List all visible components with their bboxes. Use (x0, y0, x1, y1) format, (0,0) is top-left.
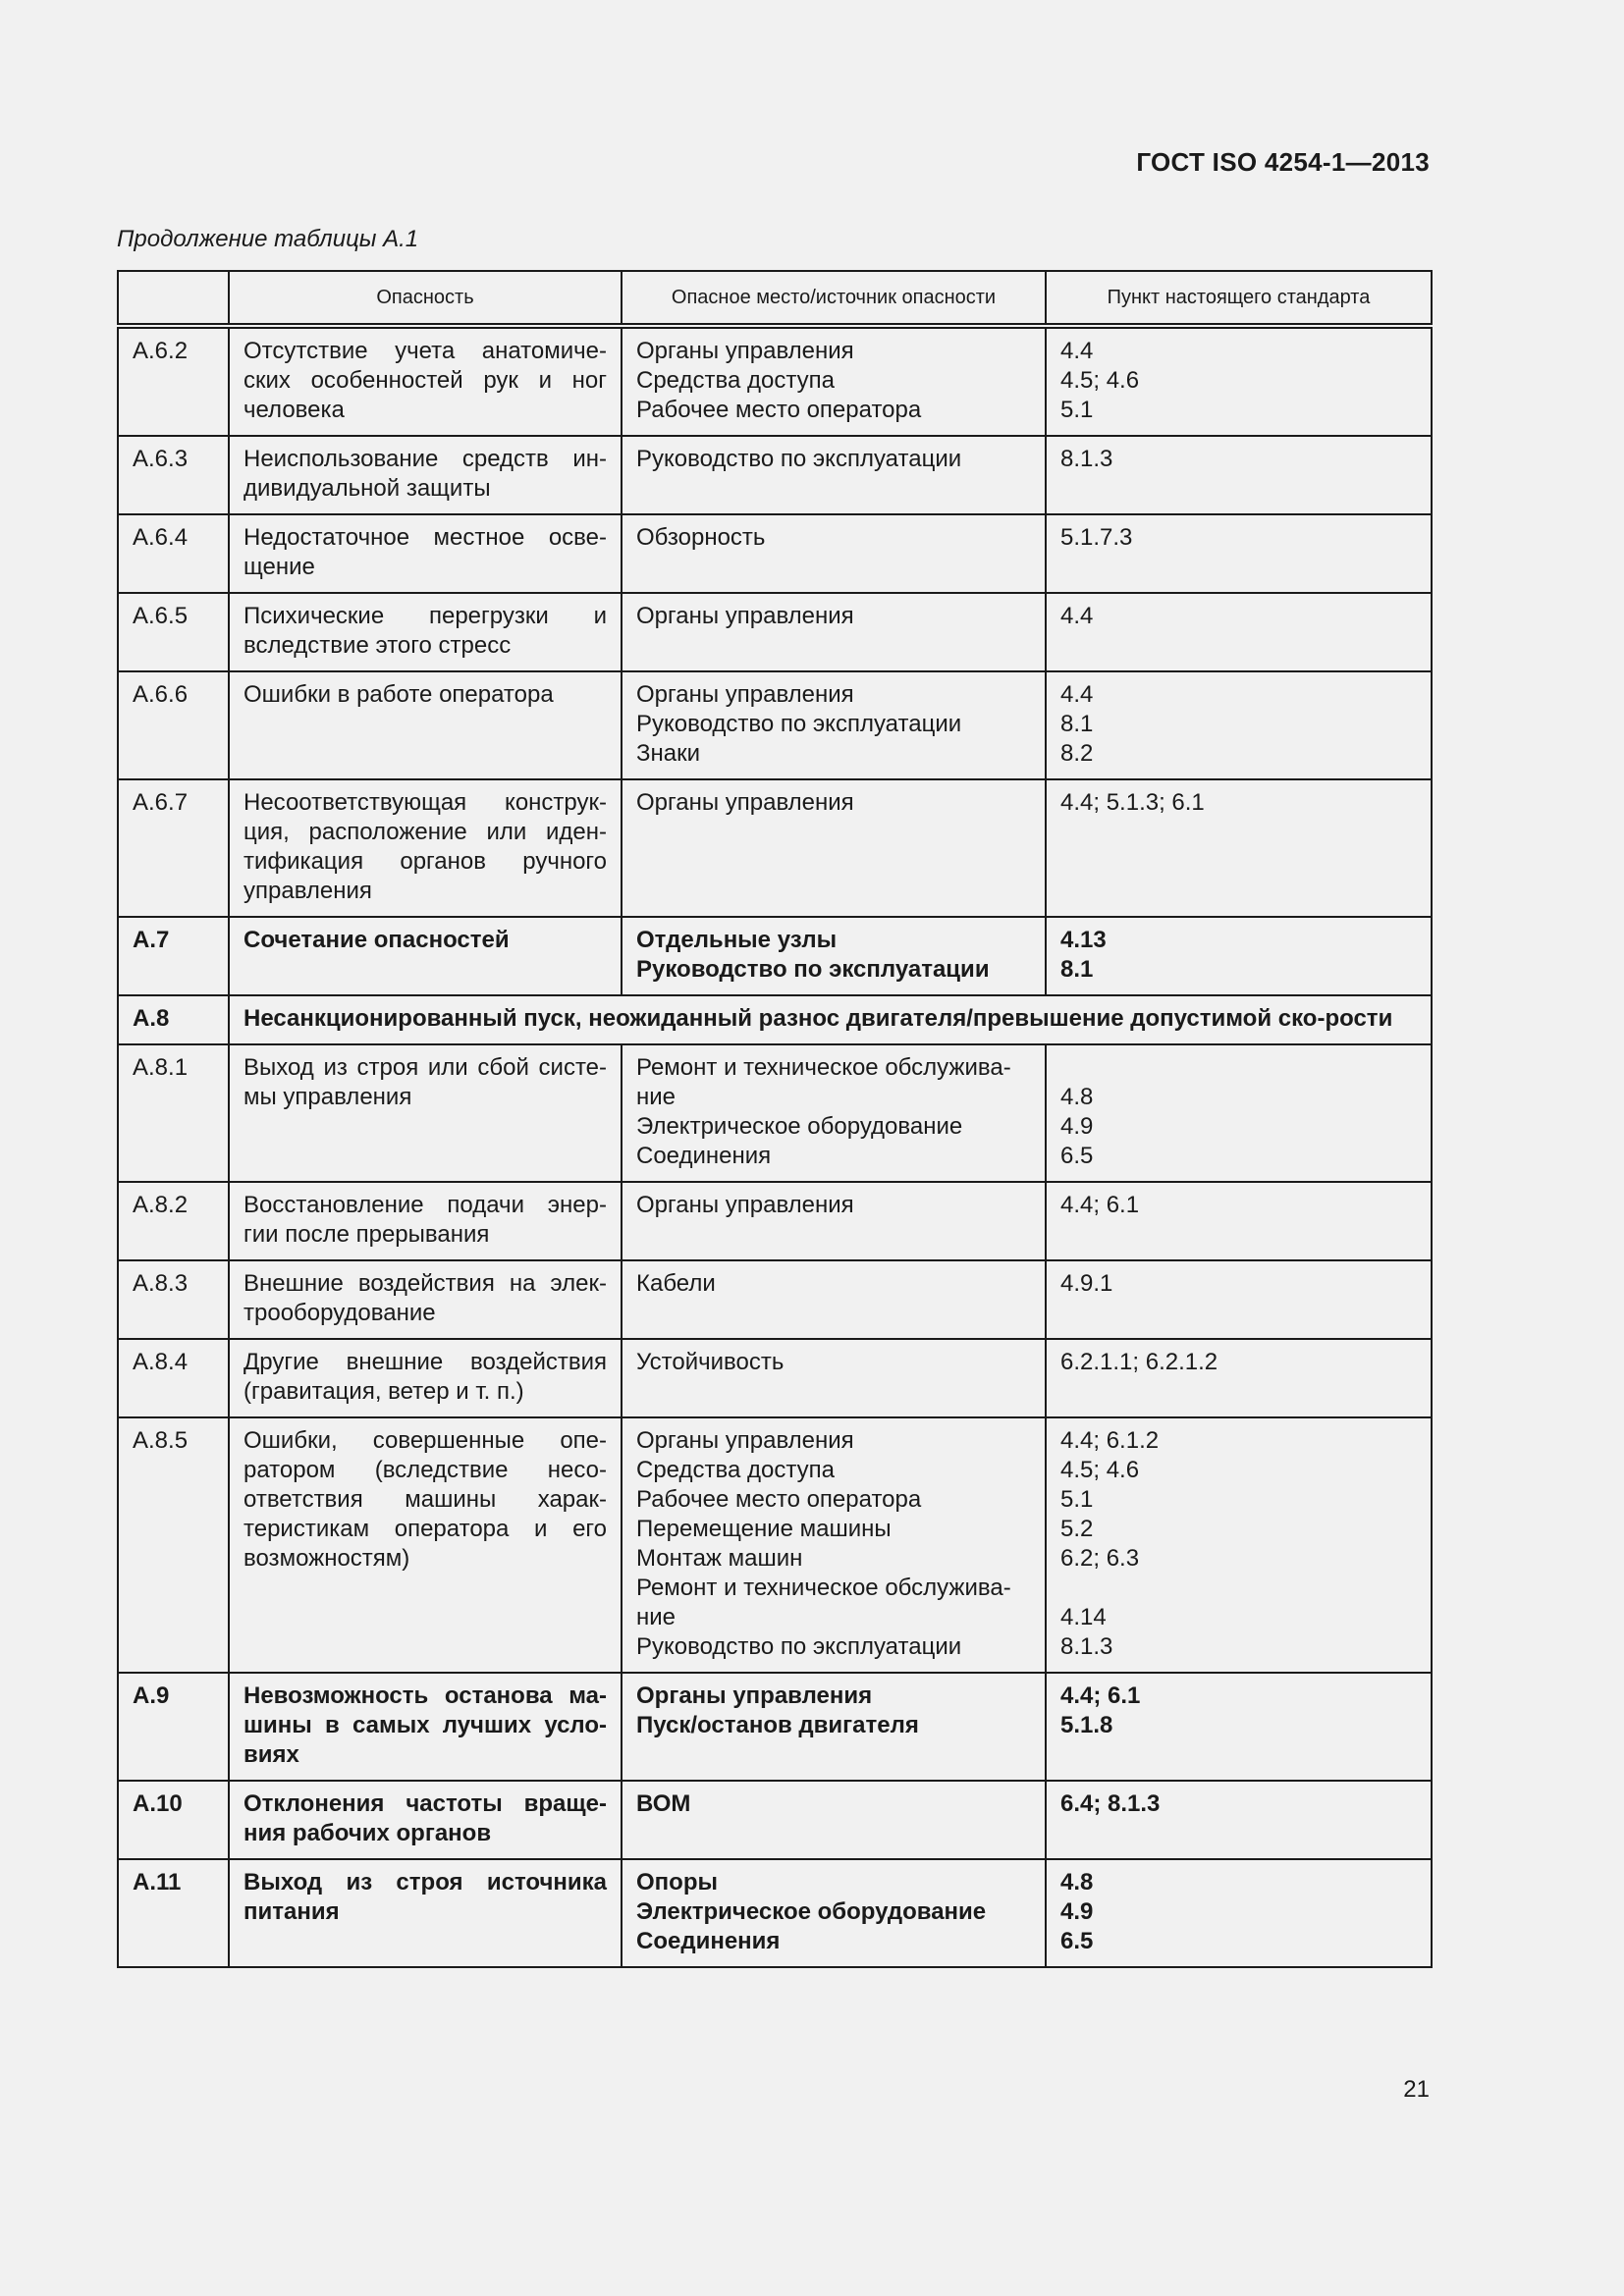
table-row (118, 917, 1432, 995)
table-body-part1 (118, 326, 1432, 995)
page-number: 21 (1403, 2076, 1430, 2103)
source-line: Электрическое оборудование (636, 1113, 963, 1140)
clause-cell (1046, 1044, 1432, 1182)
clause-cell (1046, 436, 1432, 514)
source-line: Соединения (636, 1143, 772, 1169)
hazard-cell: Отклонения частоты враще-ния рабочих органов (229, 1781, 622, 1859)
row-id: A.6.3 (118, 436, 229, 514)
source-cell (622, 1260, 1046, 1339)
source-line: Органы управления (636, 1682, 873, 1709)
table-row (118, 1339, 1432, 1417)
clause-line: 4.4; 6.1 (1060, 1192, 1140, 1218)
clause-line: 4.8 (1060, 1869, 1094, 1896)
source-cell (622, 671, 1046, 779)
row-id: A.8.4 (118, 1339, 229, 1417)
clause-line (1060, 1053, 1417, 1083)
table-row (118, 1044, 1432, 1182)
hazard-cell: Выход из строя источника питания (229, 1859, 622, 1967)
source-line: Органы управления (636, 681, 854, 708)
table-row (118, 1673, 1432, 1781)
row-id: A.6.6 (118, 671, 229, 779)
hazard-cell: Внешние воздействия на элек-трооборудование (229, 1260, 622, 1339)
source-cell (622, 779, 1046, 917)
table-body-part2 (118, 1044, 1432, 1967)
table-row (118, 593, 1432, 671)
source-line: Отдельные узлы (636, 927, 838, 953)
clause-line: 8.1.3 (1060, 1633, 1113, 1660)
source-line: Ремонт и техническое обслужива-ние (636, 1575, 1011, 1630)
row-id: A.11 (118, 1859, 229, 1967)
clause-line: 4.4; 6.1.2 (1060, 1427, 1160, 1454)
source-cell (622, 917, 1046, 995)
source-line: Органы управления (636, 789, 854, 816)
source-line: Руководство по эксплуатации (636, 1633, 962, 1660)
hazard-cell: Психические перегрузки и вследствие этого стресс (229, 593, 622, 671)
row-id: A.6.2 (118, 326, 229, 436)
clause-line: 4.4 (1060, 603, 1094, 629)
source-cell (622, 1859, 1046, 1967)
source-cell (622, 436, 1046, 514)
clause-cell (1046, 671, 1432, 779)
source-line: Ремонт и техническое обслужива-ние (636, 1054, 1011, 1110)
header-id (118, 271, 229, 326)
hazard-cell: Сочетание опасностей (229, 917, 622, 995)
table-caption: Продолжение таблицы А.1 (117, 226, 419, 252)
clause-cell (1046, 1673, 1432, 1781)
source-line: Опоры (636, 1869, 718, 1896)
clause-line: 8.1.3 (1060, 446, 1113, 472)
clause-line: 4.8 (1060, 1084, 1094, 1110)
clause-line: 6.5 (1060, 1143, 1094, 1169)
source-line: Устойчивость (636, 1349, 785, 1375)
header-clause: Пункт настоящего стандарта (1046, 271, 1432, 326)
source-cell (622, 1339, 1046, 1417)
clause-line: 5.1.8 (1060, 1712, 1113, 1738)
source-line: Пуск/останов двигателя (636, 1712, 919, 1738)
source-line: Знаки (636, 740, 701, 767)
clause-line: 4.9.1 (1060, 1270, 1113, 1297)
table-row (118, 671, 1432, 779)
clause-line: 4.4 (1060, 681, 1094, 708)
clause-line: 4.5; 4.6 (1060, 367, 1140, 394)
table-row (118, 1260, 1432, 1339)
source-line: Органы управления (636, 338, 854, 364)
table-row (118, 514, 1432, 593)
clause-line: 4.5; 4.6 (1060, 1457, 1140, 1483)
clause-line: 8.1 (1060, 956, 1094, 983)
section-row-a8 (118, 995, 1432, 1044)
source-cell (622, 1182, 1046, 1260)
source-cell (622, 1044, 1046, 1182)
source-line: Монтаж машин (636, 1545, 803, 1572)
hazard-cell: Выход из строя или сбой систе-мы управления (229, 1044, 622, 1182)
source-cell (622, 514, 1046, 593)
clause-cell (1046, 514, 1432, 593)
source-line: Органы управления (636, 603, 854, 629)
clause-line: 6.5 (1060, 1928, 1094, 1954)
hazard-cell: Восстановление подачи энер-гии после прерывания (229, 1182, 622, 1260)
clause-line: 5.2 (1060, 1516, 1094, 1542)
clause-cell (1046, 326, 1432, 436)
clause-line: 5.1.7.3 (1060, 524, 1133, 551)
clause-cell (1046, 1260, 1432, 1339)
hazard-cell: Отсутствие учета анатомиче-ских особенностей рук и ног человека (229, 326, 622, 436)
clause-line: 4.4 (1060, 338, 1094, 364)
source-line: ВОМ (636, 1790, 691, 1817)
table-row (118, 1859, 1432, 1967)
source-line: Рабочее место оператора (636, 1486, 922, 1513)
row-id: A.6.7 (118, 779, 229, 917)
clause-line: 4.9 (1060, 1898, 1094, 1925)
table-row (118, 326, 1432, 436)
source-line: Органы управления (636, 1427, 854, 1454)
row-id: A.8.5 (118, 1417, 229, 1673)
clause-line (1060, 1574, 1417, 1603)
source-line: Перемещение машины (636, 1516, 892, 1542)
hazard-cell: Несоответствующая конструк-ция, расположение или иден-тификация органов ручного управления (229, 779, 622, 917)
clause-line: 5.1 (1060, 1486, 1094, 1513)
source-cell (622, 326, 1046, 436)
source-line: Соединения (636, 1928, 781, 1954)
source-line: Рабочее место оператора (636, 397, 922, 423)
source-line: Кабели (636, 1270, 716, 1297)
row-id: A.8.2 (118, 1182, 229, 1260)
row-id: A.6.5 (118, 593, 229, 671)
clause-line: 4.4; 6.1 (1060, 1682, 1141, 1709)
table-row (118, 1417, 1432, 1673)
clause-line: 8.1 (1060, 711, 1094, 737)
source-cell (622, 593, 1046, 671)
source-line: Средства доступа (636, 1457, 835, 1483)
section-title: Несанкционированный пуск, неожиданный разнос двигателя/превышение допустимой ско-рости (229, 995, 1432, 1044)
clause-cell (1046, 593, 1432, 671)
hazard-cell: Невозможность останова ма-шины в самых лучших усло-виях (229, 1673, 622, 1781)
clause-cell (1046, 1781, 1432, 1859)
hazard-table (117, 270, 1433, 1968)
source-line: Обзорность (636, 524, 766, 551)
source-line: Руководство по эксплуатации (636, 446, 962, 472)
table-row (118, 1781, 1432, 1859)
hazard-cell: Неиспользование средств ин-дивидуальной защиты (229, 436, 622, 514)
source-cell (622, 1781, 1046, 1859)
clause-line: 4.9 (1060, 1113, 1094, 1140)
source-line: Руководство по эксплуатации (636, 956, 990, 983)
clause-line: 4.14 (1060, 1604, 1107, 1630)
clause-cell (1046, 917, 1432, 995)
table-section-a8 (118, 995, 1432, 1044)
table-row (118, 779, 1432, 917)
document-code: ГОСТ ISO 4254-1—2013 (1136, 147, 1430, 177)
row-id: A.10 (118, 1781, 229, 1859)
table-header-row (118, 271, 1432, 326)
header-source: Опасное место/источник опасности (622, 271, 1046, 326)
clause-line: 4.4; 5.1.3; 6.1 (1060, 789, 1205, 816)
clause-line: 4.13 (1060, 927, 1107, 953)
hazard-cell: Другие внешние воздействия (гравитация, ветер и т. п.) (229, 1339, 622, 1417)
clause-line: 6.2; 6.3 (1060, 1545, 1140, 1572)
source-line: Руководство по эксплуатации (636, 711, 962, 737)
source-cell (622, 1673, 1046, 1781)
hazard-cell: Недостаточное местное осве-щение (229, 514, 622, 593)
table-row (118, 1182, 1432, 1260)
clause-cell (1046, 1859, 1432, 1967)
clause-cell (1046, 1339, 1432, 1417)
table-row (118, 436, 1432, 514)
hazard-cell: Ошибки, совершенные опе-ратором (вследствие несо-ответствия машины харак-теристикам оператора и его возможностям) (229, 1417, 622, 1673)
row-id: A.8.1 (118, 1044, 229, 1182)
header-hazard: Опасность (229, 271, 622, 326)
source-line: Электрическое оборудование (636, 1898, 987, 1925)
clause-cell (1046, 1182, 1432, 1260)
clause-line: 6.2.1.1; 6.2.1.2 (1060, 1349, 1218, 1375)
row-id: A.6.4 (118, 514, 229, 593)
hazard-cell: Ошибки в работе оператора (229, 671, 622, 779)
row-id: A.9 (118, 1673, 229, 1781)
source-line: Органы управления (636, 1192, 854, 1218)
clause-cell (1046, 779, 1432, 917)
section-id: A.8 (118, 995, 229, 1044)
source-line: Средства доступа (636, 367, 835, 394)
row-id: A.7 (118, 917, 229, 995)
clause-line: 5.1 (1060, 397, 1094, 423)
clause-cell (1046, 1417, 1432, 1673)
row-id: A.8.3 (118, 1260, 229, 1339)
clause-line: 8.2 (1060, 740, 1094, 767)
clause-line: 6.4; 8.1.3 (1060, 1790, 1161, 1817)
source-cell (622, 1417, 1046, 1673)
